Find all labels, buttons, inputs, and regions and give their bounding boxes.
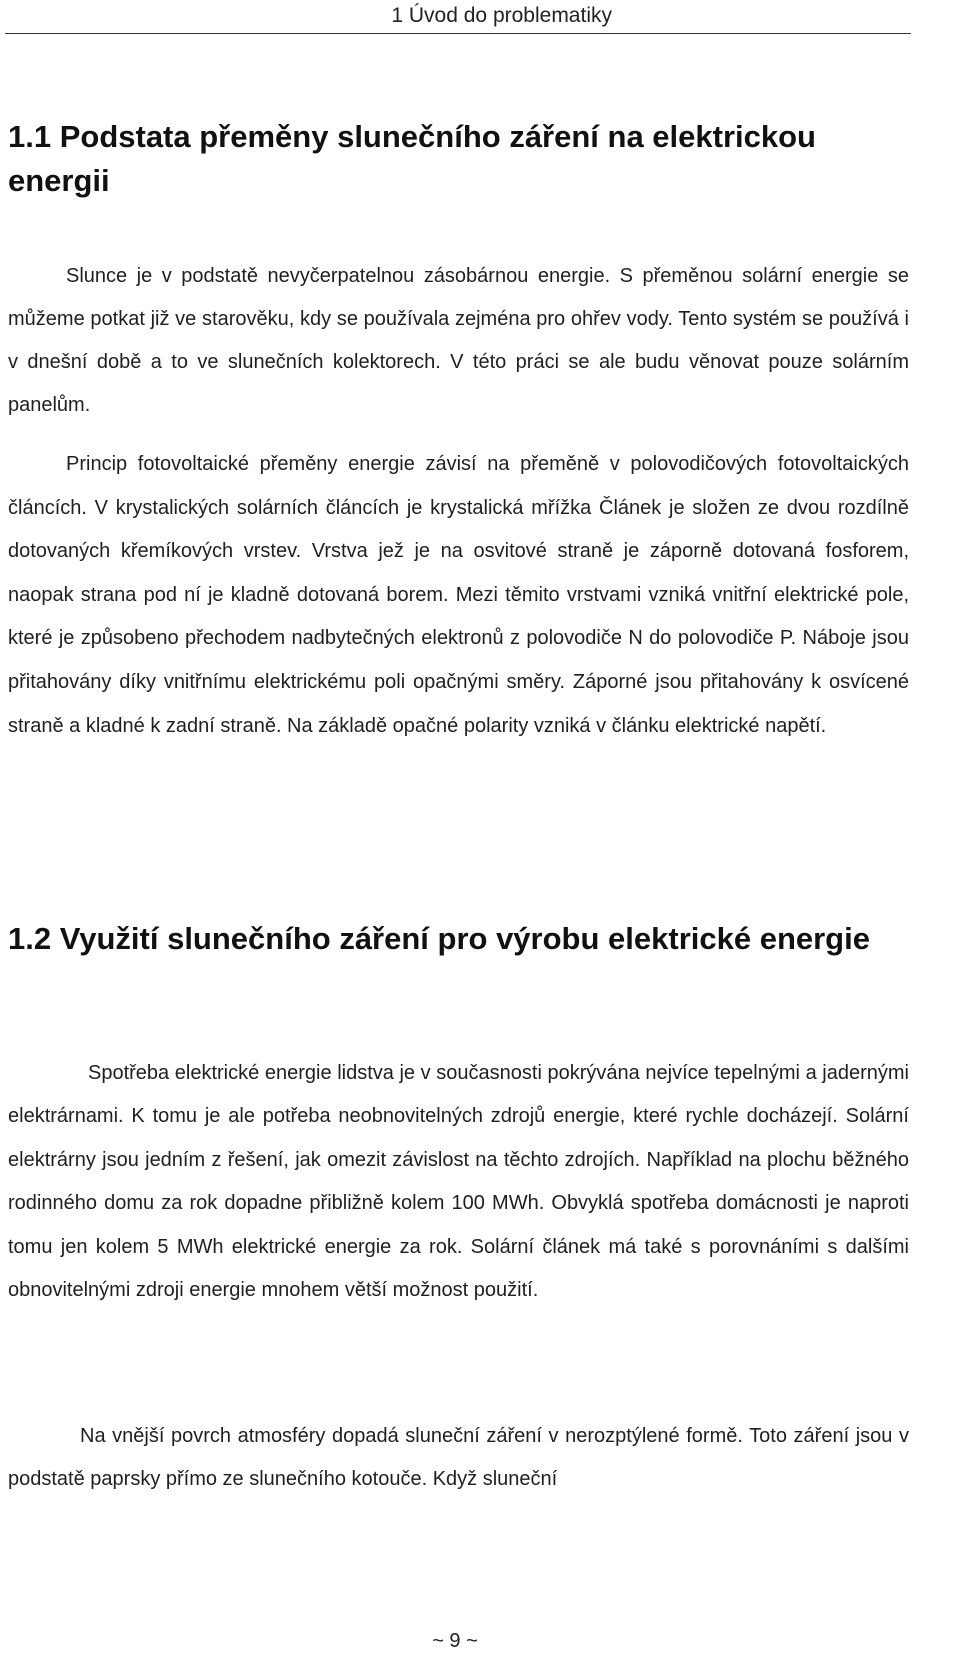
page-number: ~ 9 ~ [432,1630,478,1652]
section-heading-1-2: 1.2 Využití slunečního záření pro výrobu elektrické energie [8,921,870,956]
section-heading-1-1: 1.1 Podstata přeměny slunečního záření na elektrickou energii [8,119,816,198]
header-divider [5,33,911,34]
paragraph: Spotřeba elektrické energie lidstva je v současnosti pokrývána nejvíce tepelnými a jadernými elektrárnami. K tomu je ale potřeba neobnovitelných zdrojů energie, které rychle docházejí. Solární elektrárny jsou jedním z řešení, jak omezit závislost na těchto zdrojích. Například na plochu běžného rodinného domu za rok dopadne přibližně kolem 100 MWh. Obvyklá spotřeba domácnosti je naproti tomu jen kolem 5 MWh elektrické energie za rok. Solární článek má také s porovnáními s dalšími obnovitelnými zdroji energie mnohem větší možnost použití. [8,1062,909,1302]
paragraph: Na vnější povrch atmosféry dopadá sluneční záření v nerozptýlené formě. Toto záření jsou v podstatě paprsky přímo ze slunečního kotouče. Když sluneční [8,1425,909,1490]
paragraph: Slunce je v podstatě nevyčerpatelnou zásobárnou energie. S přeměnou solární energie se můžeme potkat již ve starověku, kdy se používala zejména pro ohřev vody. Tento systém se používá i v dnešní době a to ve slunečních kolektorech. V této práci se ale budu věnovat pouze solárním panelům. [8,265,909,416]
running-header: 1 Úvod do problematiky [391,4,612,27]
paragraph: Princip fotovoltaické přeměny energie závisí na přeměně v polovodičových fotovoltaických článcích. V krystalických solárních článcích je krystalická mřížka Článek je složen ze dvou rozdílně dotovaných křemíkových vrstev. Vrstva jež je na osvitové straně je záporně dotovaná fosforem, naopak strana pod ní je kladně dotovaná borem. Mezi těmito vrstvami vzniká vnitřní elektrické pole, které je způsobeno přechodem nadbytečných elektronů z polovodiče N do polovodiče P. Náboje jsou přitahovány díky vnitřnímu elektrickému poli opačnými směry. Záporné jsou přitahovány k osvícené straně a kladné k zadní straně. Na základě opačné polarity vzniká v článku elektrické napětí. [8,453,909,737]
